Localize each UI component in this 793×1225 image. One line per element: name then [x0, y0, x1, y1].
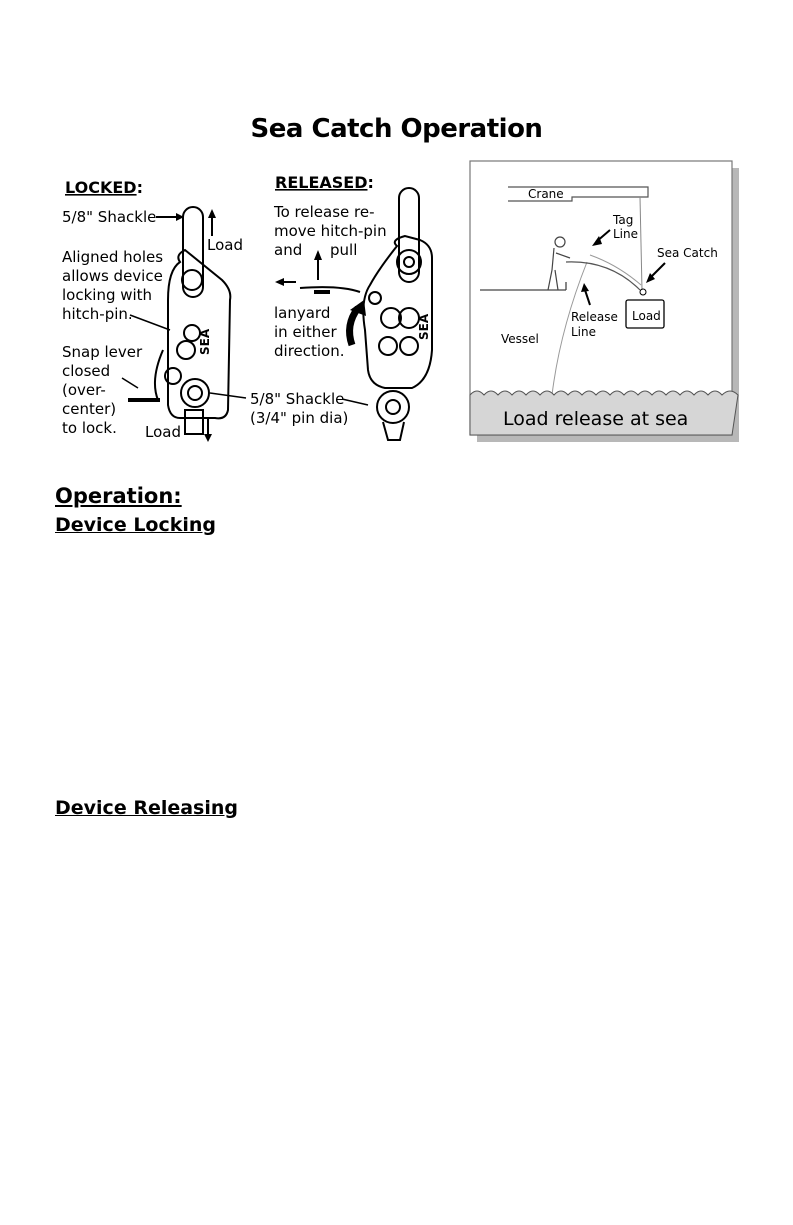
- locked-snap-line-2: closed: [62, 362, 111, 380]
- locked-aligned-line-2: allows device: [62, 267, 163, 285]
- scene-crane-label: Crane: [528, 187, 564, 201]
- scene-tag-line-1: Tag: [613, 213, 634, 227]
- released-pin-dia-label: (3/4" pin dia): [250, 409, 349, 427]
- scene-vessel-label: Vessel: [501, 332, 539, 346]
- sea-catch-figure: [0, 0, 793, 460]
- scene-tag-line-2: Line: [613, 227, 639, 241]
- locked-device-logo: SEA: [198, 328, 212, 355]
- locked-aligned-line-3: locking with: [62, 286, 153, 304]
- released-pull-label: pull: [330, 241, 358, 259]
- device-locking-heading: Device Locking: [55, 514, 217, 536]
- scene-sea-catch-label: Sea Catch: [657, 246, 718, 260]
- operation-heading: Operation:: [55, 484, 182, 508]
- scene-load-label: Load: [632, 309, 661, 323]
- scene-release-line-2: Line: [571, 325, 597, 339]
- device-releasing-heading: Device Releasing: [55, 797, 239, 819]
- locked-snap-line-3: (over-: [62, 381, 106, 399]
- released-instr-line-2: move hitch-pin: [274, 222, 387, 240]
- locked-snap-line-5: to lock.: [62, 419, 117, 437]
- locked-load-top-label: Load: [207, 236, 243, 254]
- released-device-logo: SEA: [417, 313, 431, 340]
- released-and-label: and: [274, 241, 303, 259]
- page-title: Sea Catch Operation: [250, 114, 543, 144]
- scene-release-line-1: Release: [571, 310, 618, 324]
- released-heading: RELEASED:: [275, 173, 374, 192]
- released-instr-line-1: To release re-: [274, 203, 375, 221]
- released-lanyard-line-1: lanyard: [274, 304, 331, 322]
- locked-heading: LOCKED:: [65, 178, 143, 197]
- scene-panel: [470, 161, 739, 442]
- locked-load-bottom-label: Load: [145, 423, 181, 441]
- released-lanyard-line-2: in either: [274, 323, 337, 341]
- locked-snap-line-4: center): [62, 400, 117, 418]
- locked-aligned-line-1: Aligned holes: [62, 248, 164, 266]
- scene-caption: Load release at sea: [503, 408, 689, 430]
- locked-shackle-label: 5/8" Shackle: [62, 208, 157, 226]
- locked-aligned-line-4: hitch-pin.: [62, 305, 133, 323]
- locked-snap-line-1: Snap lever: [62, 343, 143, 361]
- released-lanyard-line-3: direction.: [274, 342, 345, 360]
- released-shackle-label: 5/8" Shackle: [250, 390, 345, 408]
